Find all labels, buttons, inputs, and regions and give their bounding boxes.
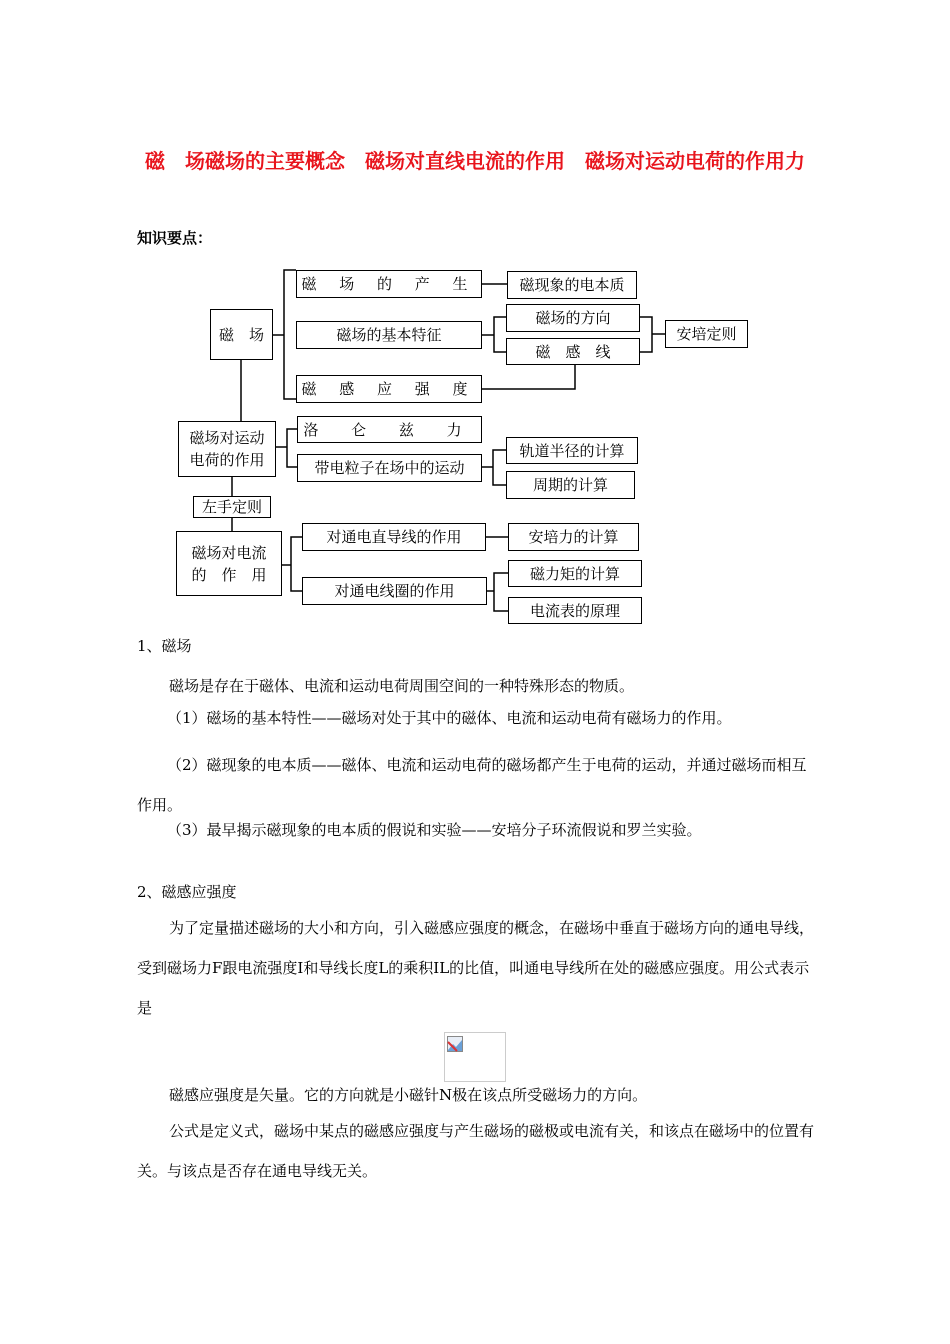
node-orbit-radius: 轨道半径的计算 [506, 437, 638, 464]
formula-image-placeholder [444, 1032, 506, 1082]
section-1-point-2: （2）磁现象的电本质——磁体、电流和运动电荷的磁场都产生于电荷的运动，并通过磁场而相互作用。 [137, 756, 807, 814]
node-left-hand-rule: 左手定则 [193, 496, 271, 518]
node-lorentz-force: 洛 仑 兹 力 [297, 416, 482, 443]
node-force-on-current: 磁场对电流的 作 用 [176, 531, 282, 596]
node-particle-motion: 带电粒子在场中的运动 [297, 454, 482, 482]
node-force-on-moving-charge: 磁场对运动电荷的作用 [178, 421, 276, 477]
node-ampere-rule: 安培定则 [665, 320, 748, 348]
node-field-lines: 磁 感 线 [506, 338, 640, 365]
node-induction-strength: 磁 感 应 强 度 [296, 375, 482, 403]
section-1-heading: 1、磁场 [137, 637, 192, 655]
bracket-magnetic-field [284, 270, 296, 399]
node-ammeter-principle: 电流表的原理 [508, 597, 642, 624]
section-2-paragraph-1: 为了定量描述磁场的大小和方向，引入磁感应强度的概念，在磁场中垂直于磁场方向的通电导线，受到磁场力F跟电流强度I和导线长度L的乘积IL的比值，叫通电导线所在处的磁感应强度。用公式表示是 [137, 919, 815, 1017]
broken-image-icon [447, 1036, 463, 1052]
document-title: 磁 场磁场的主要概念 磁场对直线电流的作用 磁场对运动电荷的作用力 [145, 149, 805, 173]
node-magnetic-field: 磁 场 [210, 309, 273, 360]
section-2-paragraph-2: 磁感应强度是矢量。它的方向就是小磁针N极在该点所受磁场力的方向。 [169, 1086, 648, 1104]
node-magnetic-moment: 磁力矩的计算 [508, 560, 642, 587]
node-coil: 对通电线圈的作用 [302, 577, 487, 605]
node-field-generation: 磁 场 的 产 生 [296, 270, 482, 298]
node-period-calc: 周期的计算 [506, 471, 635, 499]
knowledge-points-label: 知识要点： [137, 229, 213, 247]
section-2-paragraph-3: 公式是定义式，磁场中某点的磁感应强度与产生磁场的磁极或电流有关，和该点在磁场中的位置有关。与该点是否存在通电导线无关。 [137, 1122, 815, 1180]
node-field-direction: 磁场的方向 [506, 304, 640, 332]
section-1-intro: 磁场是存在于磁体、电流和运动电荷周围空间的一种特殊形态的物质。 [169, 677, 635, 695]
node-electric-nature: 磁现象的电本质 [507, 271, 637, 299]
node-basic-property: 磁场的基本特征 [296, 321, 482, 349]
node-straight-wire: 对通电直导线的作用 [302, 523, 486, 551]
node-ampere-force: 安培力的计算 [508, 523, 639, 551]
section-1-point-1: （1）磁场的基本特性——磁场对处于其中的磁体、电流和运动电荷有磁场力的作用。 [167, 709, 732, 727]
section-1-point-3: （3）最早揭示磁现象的电本质的假说和实验——安培分子环流假说和罗兰实验。 [167, 821, 702, 839]
section-2-heading: 2、磁感应强度 [137, 883, 237, 901]
